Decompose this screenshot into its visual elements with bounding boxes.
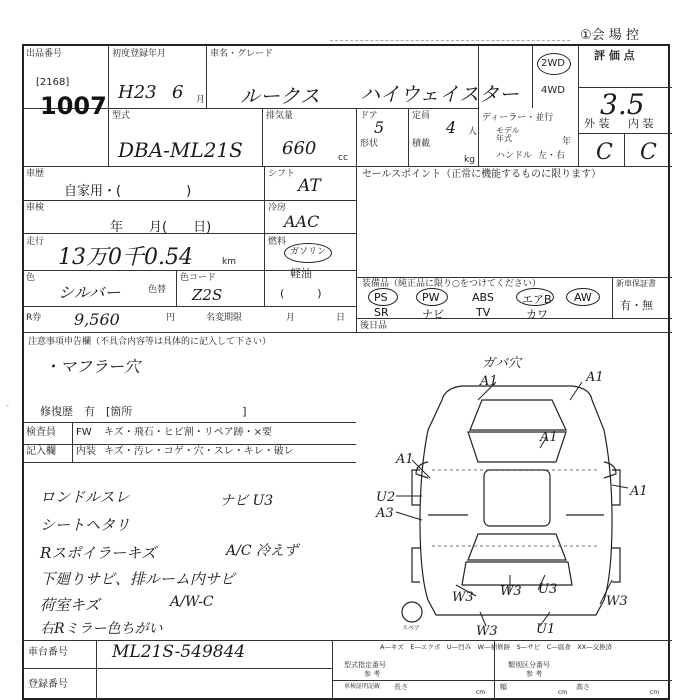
remark-right-2: A/C 冷えず — [226, 543, 298, 559]
chassis-label: 車台番号 — [28, 647, 68, 658]
mileage-unit: km — [222, 257, 236, 267]
inspector-row2-head: 内装 — [76, 446, 96, 457]
length-label: 長さ — [394, 683, 408, 691]
handle-options: 左・右 — [538, 151, 566, 161]
mark-a1-front-left: A1 — [480, 374, 498, 389]
mark-u1-bottom: U1 — [536, 622, 556, 637]
dealer-label: ディーラー・並行 — [482, 113, 554, 123]
mileage-label: 走行 — [26, 237, 45, 247]
ac-label: 冷房 — [268, 203, 287, 213]
category-class: 類別区分番号 — [508, 661, 550, 669]
displacement-value: 660 — [282, 138, 317, 159]
color-value: シルバー — [58, 283, 121, 302]
handle-label: ハンドル — [496, 151, 533, 161]
remark-5: 荷室キズ — [40, 596, 100, 614]
capacity-label: 定員 — [412, 111, 431, 121]
first-reg-unit: 月 — [196, 95, 206, 105]
capacity-value: 4 — [446, 118, 457, 137]
year-unit: 年 — [562, 137, 572, 147]
shift-value: AT — [298, 176, 321, 196]
model-value: DBA-ML21S — [118, 138, 243, 162]
period-month: 月 — [286, 313, 296, 323]
inspector-label1: 検査員 — [26, 427, 56, 438]
score-value: 3.5 — [600, 88, 645, 121]
reg-label: 登録番号 — [28, 679, 68, 690]
color-code-label: 色コード — [180, 273, 217, 283]
repair-label: 修復歴 有 [箇所 ] — [40, 405, 247, 418]
recycle-label: R券 — [26, 313, 42, 323]
shape-label: 形状 — [360, 139, 379, 149]
model-label: 型式 — [112, 111, 131, 121]
mark-spare: スペア — [402, 625, 421, 632]
lot-sub: [2168] — [36, 77, 70, 88]
mark-u2-left: U2 — [376, 490, 396, 505]
load-unit: kg — [464, 155, 475, 165]
warranty-value: 有・無 — [620, 299, 653, 312]
equip-airbag: エアB — [522, 293, 552, 306]
first-reg-label: 初度登録年月 — [112, 49, 167, 59]
inspector-row2-items: キズ・汚レ・コゲ・穴・スレ・キレ・破レ — [104, 446, 294, 457]
vehicle-type-label: 車歴 — [26, 169, 45, 179]
equip-navi: ナビ — [422, 308, 444, 321]
recycle-value: 9,560 — [74, 310, 120, 329]
exterior-value: C — [596, 140, 613, 165]
interior-value: C — [640, 140, 657, 165]
equipment-label: 装備品（純正品に限り○をつけてください） — [362, 279, 541, 289]
damage-legend: A—キズ E—エクボ U—凹み W—補修跡 S—サビ C—腐食 XX—交換済 — [380, 643, 613, 651]
equip-leather: カワ — [526, 308, 548, 321]
reference-2: 参 考 — [526, 670, 543, 678]
color-code-value: Z2S — [192, 286, 223, 304]
mark-w3-right-rear: W3 — [606, 594, 628, 609]
remark-right-3: A/W-C — [170, 594, 214, 610]
doors-label: ドア — [360, 111, 378, 121]
width-unit: cm — [558, 689, 568, 696]
remark-6: 右Rミラー色ちがい — [40, 621, 163, 637]
inspection-period-label: 名変期限 — [206, 313, 243, 323]
grade-value: ハイウェイスター — [360, 82, 519, 106]
notes-content: ・マフラー穴 — [44, 357, 141, 376]
mark-w3-rear-left: W3 — [452, 590, 474, 605]
inspection-date-label: 車検証明記載 — [344, 683, 381, 690]
name-label: 車名・グレード — [210, 49, 274, 59]
equip-sr: SR — [374, 306, 389, 319]
chassis-value: ML21S-549844 — [112, 642, 246, 662]
inspection-label: 車検 — [26, 203, 45, 213]
remark-3: Rスポイラーキズ — [40, 544, 156, 562]
displacement-unit: cc — [338, 153, 348, 163]
mileage-value: 13万0千0.54 — [58, 245, 193, 270]
doors-value: 5 — [374, 118, 385, 137]
equip-abs: ABS — [472, 291, 494, 304]
inspector-label2: 記入欄 — [26, 446, 56, 457]
equip-tv: TV — [476, 306, 491, 319]
color-change-label: 色替 — [148, 285, 167, 295]
length-unit: cm — [476, 689, 486, 696]
fuel-other: ( ) — [280, 287, 322, 300]
fuel-gas: ガソリン — [290, 247, 327, 257]
model-year-label: モデル 年式 — [496, 126, 520, 143]
remark-right-1: ナビ U3 — [220, 493, 274, 509]
inspector-row1-head: FW — [76, 427, 92, 438]
height-unit: cm — [650, 689, 660, 696]
remark-2: シートヘタリ — [40, 516, 131, 534]
mark-hole: ガバ穴 — [482, 356, 522, 371]
load-label: 積載 — [412, 139, 431, 149]
warranty-label: 新車保証書 — [616, 279, 656, 288]
lot-label: 出品番号 — [26, 49, 63, 59]
first-reg-year: H23 — [118, 82, 157, 103]
vehicle-type-value: 自家用・( ) — [64, 184, 192, 199]
inspector-row1-items: キズ・飛石・ヒビ割・リペア跡・×要 — [104, 427, 272, 438]
mark-a1-left-door: A1 — [396, 452, 414, 467]
exterior-label: 外 装 — [584, 117, 610, 130]
notes-label: 注意事項申告欄（不具合内容等は具体的に記入して下さい） — [28, 337, 272, 347]
displacement-label: 排気量 — [266, 111, 294, 121]
fuel-label: 燃料 — [268, 237, 287, 247]
mark-u3-rear-right: U3 — [538, 582, 558, 597]
margin-mark: - — [6, 401, 9, 410]
remark-4: 下廻りサビ、排ルーム内サビ — [40, 570, 235, 588]
recycle-unit: 円 — [166, 313, 176, 323]
inspection-value: 年 月( 日) — [110, 220, 212, 235]
drive-2wd: 2WD — [541, 58, 565, 69]
mark-w3-rear-center: W3 — [500, 584, 522, 599]
height-label: 高さ — [576, 683, 590, 691]
width-label: 幅 — [500, 683, 507, 691]
color-label: 色 — [26, 273, 36, 283]
first-reg-month: 6 — [172, 82, 184, 103]
equip-ps: PS — [374, 291, 388, 304]
rear-seat-label: 後日品 — [360, 321, 388, 331]
equip-pw: PW — [422, 291, 440, 304]
mark-a1-front-right: A1 — [586, 370, 604, 385]
shift-label: シフト — [268, 169, 296, 179]
interior-label: 内 装 — [628, 117, 654, 130]
mark-a1-right-side: A1 — [630, 484, 648, 499]
period-day: 日 — [336, 313, 346, 323]
reference-1: 参 考 — [364, 670, 381, 678]
ac-value: AAC — [284, 212, 320, 231]
capacity-unit: 人 — [468, 127, 478, 137]
drive-4wd: 4WD — [541, 85, 565, 96]
name-value: ルークス — [240, 84, 320, 108]
fuel-diesel: 軽油 — [290, 267, 312, 280]
equip-aw: AW — [574, 291, 592, 304]
mark-w3-bottom: W3 — [476, 624, 498, 639]
mark-a3-left: A3 — [376, 506, 394, 521]
lot-number: 1007 — [40, 92, 107, 120]
top-header: ①会 場 控 — [580, 28, 639, 43]
type-designation: 型式指定番号 — [344, 661, 386, 669]
score-label: 評 価 点 — [594, 49, 635, 62]
remark-1: ロンドルスレ — [40, 488, 130, 506]
sales-points-label: セールスポイント（正常に機能するものに限ります） — [362, 169, 602, 180]
mark-a1-roof: A1 — [540, 430, 558, 445]
